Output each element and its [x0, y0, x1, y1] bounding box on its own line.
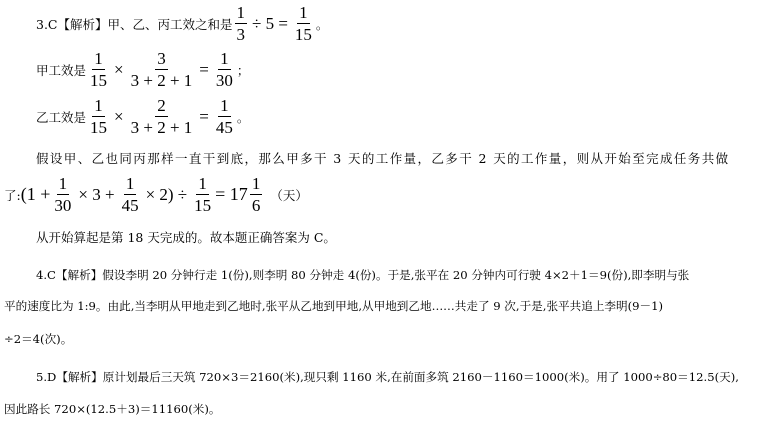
operator: × 3 +: [78, 184, 115, 204]
q4-line-1: 4.C【解析】假设李明 20 分钟行走 1(份),则李明 80 分钟走 4(份)。于是,张平在 20 分钟内可行驶 4×2＋1＝9(份),即李明与张: [36, 268, 690, 282]
q3-calculation: [4, 174, 308, 215]
punctuation: 。: [236, 109, 250, 125]
operator: ×: [114, 106, 124, 126]
punctuation: ；: [236, 62, 250, 78]
operator: ×: [114, 59, 124, 79]
fraction: $\frac{1}{15}$: [90, 49, 108, 90]
calc-prefix: 了:: [4, 187, 21, 203]
fraction: $\frac{1}{30}$: [54, 174, 72, 215]
fraction: $\frac{1}{15}$: [294, 3, 312, 44]
fraction: $\frac{2}{3 + 2 + 1}$: [130, 96, 193, 137]
punctuation: 。: [315, 16, 329, 32]
q5-line-2: 因此路长 720×(12.5＋3)＝11160(米)。: [4, 402, 221, 416]
fraction: $\frac{1}{15}$: [90, 96, 108, 137]
q3-intro: 3.C【解析】甲、乙、丙工效之和是: [36, 16, 233, 32]
fraction: $\frac{1}{45}$: [215, 96, 233, 137]
fraction: $\frac{1}{3}$: [236, 3, 245, 44]
fraction: $\frac{1}{30}$: [215, 49, 233, 90]
operator: =: [199, 106, 209, 126]
operator: × 2) ÷: [145, 184, 188, 204]
operator: ÷ 5 =: [252, 13, 288, 33]
q3-yi-line: [36, 96, 249, 137]
fraction: $\frac{1}{6}$: [251, 174, 261, 215]
q4-line-3: ÷2＝4(次)。: [4, 332, 73, 346]
operator: =: [199, 59, 209, 79]
q3-sum-line: [36, 3, 328, 44]
q3-jia-line: [36, 49, 249, 90]
calc-unit: （天）: [270, 187, 308, 203]
calc-result-whole: = 17: [215, 184, 248, 204]
q3-assumption: 假设甲、乙也同丙那样一直干到底，那么甲多干 3 天的工作量，乙多干 2 天的工作量，则从开始至完成任务共做: [36, 151, 730, 166]
q3-conclusion: 从开始算起是第 18 天完成的。故本题正确答案为 C。: [36, 230, 336, 245]
q4-line-2: 平的速度比为 1:9。由此,当李明从甲地走到乙地时,张平从乙地到甲地,从甲地到乙地……共走了 9 次,于是,张平共追上李明(9－1): [4, 299, 664, 313]
calc-open: (1 +: [20, 184, 51, 204]
jia-label: 甲工效是: [36, 62, 87, 78]
yi-label: 乙工效是: [36, 109, 87, 125]
fraction: $\frac{3}{3 + 2 + 1}$: [130, 49, 193, 90]
q5-line-1: 5.D【解析】原计划最后三天筑 720×3＝2160(米),现只剩 1160 米,在前面多筑 2160－1160＝1000(米)。用了 1000÷80＝12.5(天),: [36, 370, 739, 384]
fraction: $\frac{1}{15}$: [194, 174, 212, 215]
fraction: $\frac{1}{45}$: [121, 174, 139, 215]
